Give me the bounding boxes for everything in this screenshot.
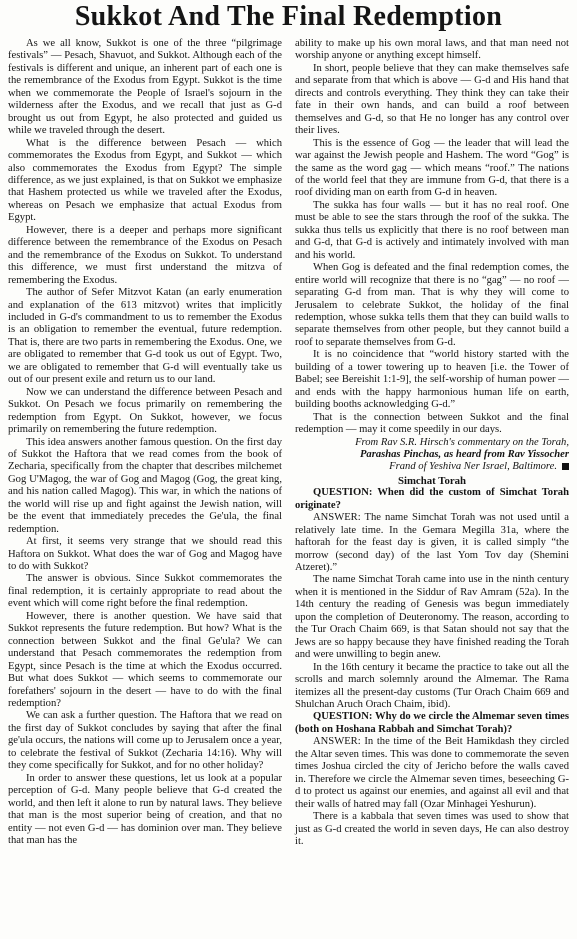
paragraph: What is the difference between Pesach — which commemorates the Exodus from Egypt, and Sukkot — which also commemorates the Exodus from Egypt? The simple difference, as we just explained, is that on Sukkot we emphasize that Hashem protected us while we traveled after the Exodus, whereas on Pesach we emphasize that actual Exodus from Egypt. <box>8 137 282 224</box>
end-mark-icon <box>562 463 569 470</box>
attribution <box>295 437 569 474</box>
paragraph: As we all know, Sukkot is one of the three “pilgrimage festivals” — Pesach, Shavuot, and Sukkot. Although each of the festivals is different and unique, an inherent part of each one is the remembrance of the Exodus from Egypt. Sukkot is the time when we commemorate the People of Israel's sojourn in the wilderness after the Exodus, and we recall that just as G-d brought us out from Egypt, he also protected and guided us while we traveled through the desert. <box>8 38 282 137</box>
paragraph: ability to make up his own moral laws, and that man need not worship anyone or anything except himself. <box>295 38 569 62</box>
paragraph: In short, people believe that they can make themselves safe and separate from that which is above — G-d and His hand that directs and controls everything. They think they can take their fate in their own hands, and can build a roof between themselves and G-d, so that He no longer has any control over their lives. <box>295 62 569 137</box>
paragraph: In order to answer these questions, let us look at a popular perception of G-d. Many people believe that G-d created the world, and then left it alone to run by natural laws. They believe that man is the most superior being of creation, and that no entity — not even G-d — has dominion over man. They believe that man has the <box>8 772 282 846</box>
attribution-line: From Rav S.R. Hirsch's commentary on the Torah, <box>355 436 569 448</box>
answer: ANSWER: In the time of the Beit Hamikdash they circled the Altar seven times. This was done to commemorate the seven times Joshua circled the city of Jericho before the walls caved in. Therefore we circle the Almemar seven times, beseeching G-d to protect us against our enemies, and against all evil and that their walls of hatred may fall (Ozar Minhagei Yeshurun). <box>295 736 569 810</box>
question: QUESTION: When did the custom of Simchat Torah originate? <box>295 487 569 511</box>
paragraph: In the 16th century it became the practice to take out all the scrolls and march solemnly around the Almemar. The Rama itemizes all the present-day customs (Tur Orach Chaim 669 and Shulchan Aruch Orach Chaim, ibid). <box>295 661 569 711</box>
paragraph: The author of Sefer Mitzvot Katan (an early enumeration and explanation of the 613 mitzvot) writes that implicitly included in G-d's commandment to us to remember the Exodus is an obligation to remember the eventual, future redemption. That is, there are two parts in remembering the Exodus. One, we are obligated to remember that G-d took us out of Egypt. Two, we are obligated to remember that G-d will eventually take us out of our present exile and return us to our land. <box>8 287 282 386</box>
paragraph: However, there is another question. We have said that Sukkot represents the future redemption. But how? What is the connection between Sukkot and the final Ge'ula? We can understand that Pesach commemorates the redemption from Egypt, since Pesach is the time at which the Exodus occurred. But what does Sukkot — which seems to commemorate our forefathers' sojourn in the desert — have to do with the final redemption? <box>8 610 282 710</box>
paragraph: This is the essence of Gog — the leader that will lead the war against the Jewish people and Hashem. The word “Gog” is the same as the word gag — which means “roof.” The nations of the world feel that they are immune from G-d, that there is a roof dividing man on earth from G-d in heaven. <box>295 137 569 199</box>
question: QUESTION: Why do we circle the Almemar seven times (both on Hoshana Rabbah and Simchat Torah)? <box>295 711 569 735</box>
paragraph: There is a kabbala that seven times was used to show that just as G-d created the world in seven days, He can also destroy it. <box>295 811 569 847</box>
section-heading: Simchat Torah <box>397 474 467 487</box>
left-column <box>8 38 282 848</box>
paragraph: When Gog is defeated and the final redemption comes, the entire world will recognize that there is no “gag” — no roof — separating G-d from man. That is why they will come to Jerusalem to celebrate Sukkot, the holiday of the final redemption, whose sukka tells them that they can build walls to separate themselves from other people, but they cannot build a roof to separate themselves from G-d. <box>295 262 569 348</box>
paragraph: At first, it seems very strange that we should read this Haftora on Sukkot. What does the war of Gog and Magog have to do with Sukkot? <box>8 536 282 573</box>
article-columns <box>8 38 569 848</box>
paragraph: That is the connection between Sukkot and the final redemption — may it come speedily in our days. <box>295 411 569 436</box>
answer: ANSWER: The name Simchat Torah was not used until a relatively late time. In the Gemara Megilla 31a, where the haftorah for the feast day is given, it is called simply “the morrow (second day) of the last Yom Tov day (Shemini Atzeret).” <box>295 512 569 574</box>
right-column <box>295 38 569 848</box>
paragraph: However, there is a deeper and perhaps more significant difference between the remembrance of the Exodus on Pesach and the remembrance of the Exodus on Sukkot. To understand this difference, we must first understand the mitzva of remembering the Exodus. <box>8 224 282 286</box>
paragraph: The sukka has four walls — but it has no real roof. One must be able to see the stars through the roof of the sukka. The sukka thus tells us explicitly that there is no roof between man and G-d, that G-d is actively and intimately involved with man and his world. <box>295 199 569 261</box>
paragraph: It is no coincidence that “world history started with the building of a tower towering up to heaven [i.e. the Tower of Babel; see Bereishit 1:1-9], the self-worship of human power — and ends with the happy harmonious human life on earth, building booths acknowledging G-d.” <box>295 349 569 411</box>
article-title: Sukkot And The Final Redemption <box>74 1 503 32</box>
paragraph: The answer is obvious. Since Sukkot commemorates the final redemption, it is certainly appropriate to read about the event which will come right before the final redemption. <box>8 573 282 610</box>
attribution-line: Frand of Yeshiva Ner Israel, Baltimore. <box>295 461 569 473</box>
paragraph: The name Simchat Torah came into use in the ninth century when it is mentioned in the Siddur of Rav Amram (52a). In the 14th century the reading of Genesis was begun immediately upon the completion of Deuteronomy. The reason, according to the Tur Orach Chaim 669, is that Satan should not say that the Jews are so happy because they have finished reading the Torah and were unwilling to begin anew. <box>295 574 569 661</box>
paragraph: This idea answers another famous question. On the first day of Sukkot the Haftora that we read comes from the book of Zecharia, specifically from the chapter that describes milchemet Gog U'Magog, the war of Gog and Magog (Gog, the great king, and his nation called Magog). This war, in which the nations of the world will rise up and fight against the Jewish nation, will be the event that immediately precedes the Ge'ula, the final redemption. <box>8 436 282 535</box>
paragraph: We can ask a further question. The Haftora that we read on the first day of Sukkot concludes by saying that after the final ge'ula occurs, the nations will come up to Jerusalem once a year, to celebrate the festival of Sukkot (Zecharia 14:16). Why will they come specifically for Sukkot, and for no other holiday? <box>8 710 282 772</box>
attribution-line: Parashas Pinchas, as heard from Rav Yissocher <box>359 448 569 460</box>
paragraph: Now we can understand the difference between Pesach and Sukkot. On Pesach we focus primarily on remembering the redemption from Egypt. On Sukkot, however, we focus primarily on remembering the future redemption. <box>8 386 282 436</box>
